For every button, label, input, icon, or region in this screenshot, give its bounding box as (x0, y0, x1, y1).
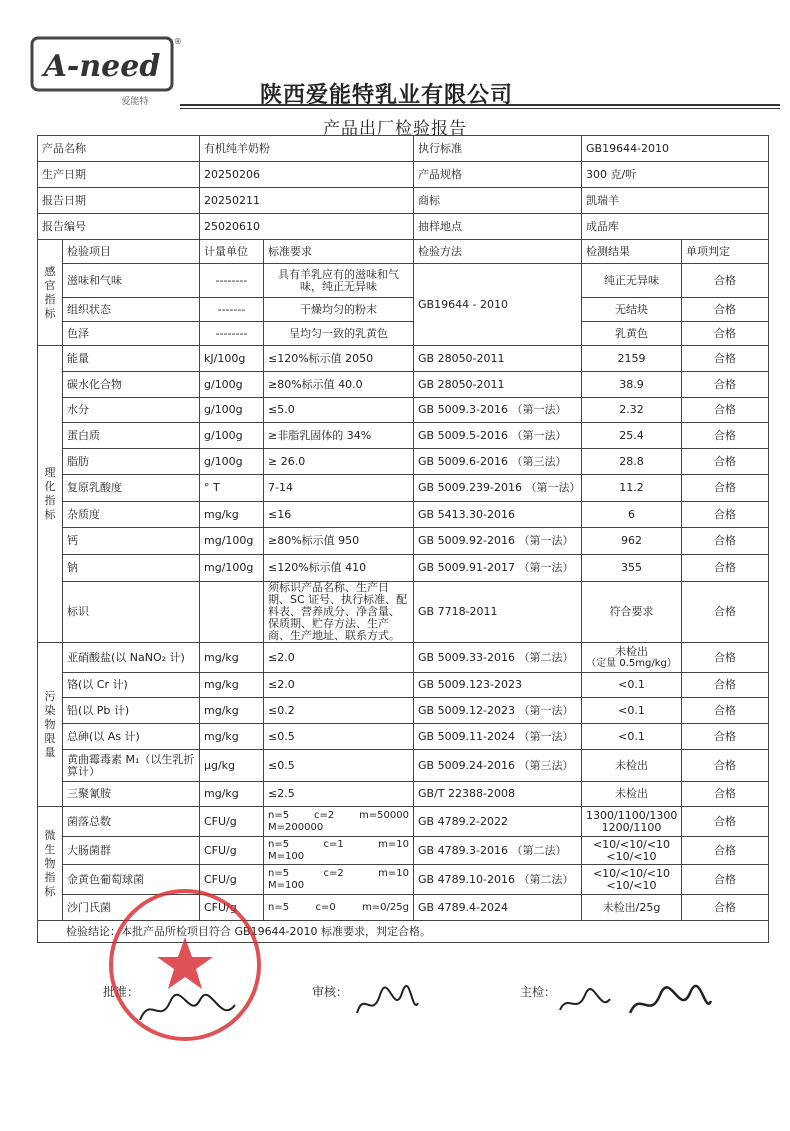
item-method: GB 28050-2011 (414, 346, 582, 372)
item-requirement: 7-14 (264, 475, 414, 502)
table-row (38, 136, 769, 162)
sampling-plan: m=10 (378, 867, 409, 879)
category-sensory (38, 240, 63, 346)
item-requirement: ≤0.2 (264, 698, 414, 724)
table-row (38, 750, 769, 782)
item-judgement: 合格 (682, 322, 769, 346)
item-name: 沙门氏菌 (63, 895, 200, 921)
table-row (38, 582, 769, 643)
item-method: GB 5009.24-2016 （第三法） (414, 750, 582, 782)
result-value-2: 1200/1100 (601, 820, 662, 834)
item-result: 38.9 (582, 372, 682, 398)
item-name: 蛋白质 (63, 423, 200, 449)
item-unit: -------- (200, 322, 264, 346)
sampling-plan: n=5 (268, 809, 290, 821)
item-result: 962 (582, 528, 682, 555)
column-header-result: 检测结果 (582, 240, 682, 264)
result-value: <0.1 (618, 678, 645, 691)
item-unit: kJ/100g (200, 346, 264, 372)
table-row (38, 502, 769, 528)
item-result (582, 724, 682, 750)
sampling-plan: c=1 (323, 838, 344, 850)
inspector-label: 主检： (520, 985, 557, 999)
info-label: 产品规格 (414, 162, 582, 188)
item-method: GB 5413.30-2016 (414, 502, 582, 528)
item-result: 25.4 (582, 423, 682, 449)
item-name: 钠 (63, 555, 200, 582)
inspection-stamp (105, 885, 265, 1045)
item-name: 三聚氰胺 (63, 782, 200, 807)
item-judgement: 合格 (682, 449, 769, 475)
info-value: 有机纯羊奶粉 (200, 136, 414, 162)
result-value: 未检出 (615, 787, 648, 800)
info-value: 20250206 (200, 162, 414, 188)
review-label: 审核： (312, 985, 349, 999)
item-judgement: 合格 (682, 724, 769, 750)
item-unit: g/100g (200, 398, 264, 423)
header-rule (180, 104, 780, 106)
item-method: GB 4789.4-2024 (414, 895, 582, 921)
item-method: GB 5009.6-2016 （第三法） (414, 449, 582, 475)
item-judgement: 合格 (682, 582, 769, 643)
item-judgement: 合格 (682, 895, 769, 921)
item-result: 2159 (582, 346, 682, 372)
item-unit: ------- (200, 298, 264, 322)
item-unit: mg/100g (200, 528, 264, 555)
item-name: 脂肪 (63, 449, 200, 475)
table-row (38, 398, 769, 423)
info-label: 报告编号 (38, 214, 200, 240)
sampling-plan-max: M=100 (268, 850, 305, 862)
item-result: 无结块 (582, 298, 682, 322)
approve-label: 批准： (103, 985, 140, 999)
column-header-req: 标准要求 (264, 240, 414, 264)
item-name: 亚硝酸盐(以 NaNO₂ 计) (63, 643, 200, 673)
item-judgement: 合格 (682, 807, 769, 837)
item-requirement: ≤16 (264, 502, 414, 528)
item-result (582, 865, 682, 895)
info-label: 执行标准 (414, 136, 582, 162)
info-label: 抽样地点 (414, 214, 582, 240)
item-unit: mg/kg (200, 502, 264, 528)
item-unit: mg/kg (200, 698, 264, 724)
company-logo (30, 30, 180, 110)
item-requirement: ≤2.0 (264, 673, 414, 698)
item-result (582, 895, 682, 921)
result-value-2: <10/<10 (606, 878, 657, 892)
item-result (582, 673, 682, 698)
result-value: <10/<10/<10 (592, 837, 671, 851)
item-requirement: ≥ 26.0 (264, 449, 414, 475)
item-method: GB 28050-2011 (414, 372, 582, 398)
sampling-plan: m=50000 (359, 809, 409, 821)
item-result (582, 750, 682, 782)
item-name: 能量 (63, 346, 200, 372)
sampling-plan: c=2 (313, 809, 335, 821)
item-method: GB19644 - 2010 (414, 264, 582, 346)
item-method: GB 5009.12-2023 （第一法） (414, 698, 582, 724)
item-requirement: ≤0.5 (264, 750, 414, 782)
item-result (582, 698, 682, 724)
item-unit: CFU/g (200, 837, 264, 865)
item-name: 杂质度 (63, 502, 200, 528)
item-result: 11.2 (582, 475, 682, 502)
sampling-plan-max: M=200000 (268, 821, 324, 833)
item-unit: mg/kg (200, 643, 264, 673)
column-header-judge: 单项判定 (682, 240, 769, 264)
item-method: GB 7718-2011 (414, 582, 582, 643)
result-value: 1300/1100/1300 (586, 808, 678, 822)
item-unit: ° T (200, 475, 264, 502)
item-requirement: ≥80%标示值 40.0 (264, 372, 414, 398)
item-judgement: 合格 (682, 372, 769, 398)
info-label: 商标 (414, 188, 582, 214)
sampling-plan: c=0 (315, 901, 336, 913)
item-method: GB 5009.11-2024 （第一法） (414, 724, 582, 750)
item-name: 金黄色葡萄球菌 (63, 865, 200, 895)
item-judgement: 合格 (682, 673, 769, 698)
info-value: 20250211 (200, 188, 414, 214)
category-label: 微生物指标 (44, 828, 56, 898)
logo-text: A-need (43, 49, 161, 84)
table-row (38, 782, 769, 807)
result-value: <10/<10/<10 (592, 866, 671, 880)
item-unit: mg/100g (200, 555, 264, 582)
item-unit: -------- (200, 264, 264, 298)
report-title: 产品出厂检验报告 (323, 119, 467, 139)
category-physchem (38, 346, 63, 643)
info-label: 报告日期 (38, 188, 200, 214)
table-row (38, 240, 769, 264)
item-judgement: 合格 (682, 475, 769, 502)
item-judgement: 合格 (682, 837, 769, 865)
table-row (38, 214, 769, 240)
table-row (38, 346, 769, 372)
table-row (38, 528, 769, 555)
item-judgement: 合格 (682, 264, 769, 298)
item-name: 水分 (63, 398, 200, 423)
item-unit: mg/kg (200, 724, 264, 750)
table-row (38, 724, 769, 750)
item-requirement: ≥非脂乳固体的 34% (264, 423, 414, 449)
item-judgement: 合格 (682, 346, 769, 372)
table-row (38, 555, 769, 582)
inspection-table (37, 135, 769, 943)
column-header-unit: 计量单位 (200, 240, 264, 264)
item-result: 纯正无异味 (582, 264, 682, 298)
item-judgement: 合格 (682, 865, 769, 895)
logo-subtext: 爱能特 (121, 97, 149, 107)
item-name: 铬(以 Cr 计) (63, 673, 200, 698)
table-row (38, 698, 769, 724)
info-value: 成品库 (582, 214, 769, 240)
item-unit: g/100g (200, 449, 264, 475)
header-rule-thin (180, 108, 780, 109)
info-label: 产品名称 (38, 136, 200, 162)
table-row (38, 298, 769, 322)
item-method: GB 5009.123-2023 (414, 673, 582, 698)
column-header-item: 检验项目 (63, 240, 200, 264)
item-requirement: ≤120%标示值 410 (264, 555, 414, 582)
item-name: 碳水化合物 (63, 372, 200, 398)
item-requirement: 呈均匀一致的乳黄色 (264, 322, 414, 346)
item-unit (200, 582, 264, 643)
item-requirement: ≤5.0 (264, 398, 414, 423)
result-note: （定量 0.5mg/kg） (586, 657, 677, 669)
item-name: 滋味和气味 (63, 264, 200, 298)
conclusion: 检验结论：本批产品所检项目符合 GB19644-2010 标准要求，判定合格。 (38, 921, 769, 943)
item-requirement (264, 837, 414, 865)
item-method: GB 5009.33-2016 （第二法） (414, 643, 582, 673)
table-row (38, 188, 769, 214)
info-value: 25020610 (200, 214, 414, 240)
sampling-plan: n=5 (268, 901, 290, 913)
item-requirement (264, 895, 414, 921)
item-result: 乳黄色 (582, 322, 682, 346)
item-method: GB 5009.5-2016 （第一法） (414, 423, 582, 449)
category-micro (38, 807, 63, 921)
table-row (38, 372, 769, 398)
item-judgement: 合格 (682, 398, 769, 423)
item-judgement: 合格 (682, 782, 769, 807)
item-name: 复原乳酸度 (63, 475, 200, 502)
item-requirement: 须标识产品名称、生产日期、SC 证号、执行标准、配料表、营养成分、净含量、保质期、贮存方法、生产商、生产地址、联系方式。 (264, 582, 414, 643)
item-judgement: 合格 (682, 528, 769, 555)
item-name: 组织状态 (63, 298, 200, 322)
item-method: GB 5009.92-2016 （第一法） (414, 528, 582, 555)
item-name: 大肠菌群 (63, 837, 200, 865)
item-method: GB 5009.239-2016 （第一法） (414, 475, 582, 502)
item-requirement: ≤0.5 (264, 724, 414, 750)
sampling-plan-max: M=100 (268, 879, 305, 891)
item-unit: g/100g (200, 423, 264, 449)
item-judgement: 合格 (682, 750, 769, 782)
item-requirement (264, 807, 414, 837)
item-judgement: 合格 (682, 555, 769, 582)
table-row (38, 322, 769, 346)
item-result (582, 782, 682, 807)
svg-text:®: ® (174, 37, 182, 46)
item-judgement: 合格 (682, 502, 769, 528)
item-name: 铅(以 Pb 计) (63, 698, 200, 724)
item-result (582, 807, 682, 837)
item-judgement: 合格 (682, 298, 769, 322)
item-unit: g/100g (200, 372, 264, 398)
item-method: GB/T 22388-2008 (414, 782, 582, 807)
item-requirement (264, 865, 414, 895)
table-row (38, 837, 769, 865)
item-unit: CFU/g (200, 807, 264, 837)
item-name: 标识 (63, 582, 200, 643)
result-value: 未检出/25g (602, 900, 661, 914)
reviewer-signature (352, 985, 422, 1025)
table-row (38, 807, 769, 837)
item-requirement: ≤2.5 (264, 782, 414, 807)
sampling-plan: m=0/25g (362, 901, 409, 913)
item-result: 28.8 (582, 449, 682, 475)
item-name: 钙 (63, 528, 200, 555)
sampling-plan: n=5 (268, 838, 290, 850)
category-label: 感官指标 (44, 264, 56, 320)
table-row (38, 475, 769, 502)
item-method: GB 4789.3-2016 （第二法） (414, 837, 582, 865)
item-unit: CFU/g (200, 895, 264, 921)
category-label: 污染物限量 (44, 689, 56, 759)
item-judgement: 合格 (682, 423, 769, 449)
result-value: 未检出 (615, 644, 648, 658)
table-row (38, 449, 769, 475)
sampling-plan: m=10 (378, 838, 409, 850)
table-row (38, 264, 769, 298)
result-value-2: <10/<10 (606, 849, 657, 863)
info-value: 凯瑞羊 (582, 188, 769, 214)
item-result: 2.32 (582, 398, 682, 423)
column-header-method: 检验方法 (414, 240, 582, 264)
item-name: 黄曲霉毒素 M₁（以生乳折算计） (63, 750, 200, 782)
item-requirement: ≤120%标示值 2050 (264, 346, 414, 372)
table-row (38, 162, 769, 188)
item-name: 色泽 (63, 322, 200, 346)
item-method: GB 4789.2-2022 (414, 807, 582, 837)
company-name: 陕西爱能特乳业有限公司 (260, 83, 514, 108)
table-row (38, 643, 769, 673)
item-method: GB 5009.91-2017 （第一法） (414, 555, 582, 582)
category-contaminants (38, 643, 63, 807)
result-value: <0.1 (618, 729, 645, 743)
item-name: 菌落总数 (63, 807, 200, 837)
inspector-signatures (555, 985, 715, 1025)
result-value: <0.1 (618, 703, 645, 717)
item-unit: mg/kg (200, 673, 264, 698)
table-row (38, 423, 769, 449)
item-requirement: ≥80%标示值 950 (264, 528, 414, 555)
item-result: 6 (582, 502, 682, 528)
item-method: GB 4789.10-2016 （第二法） (414, 865, 582, 895)
item-method: GB 5009.3-2016 （第一法） (414, 398, 582, 423)
table-row (38, 673, 769, 698)
item-judgement: 合格 (682, 698, 769, 724)
sampling-plan: n=5 (268, 867, 290, 879)
item-unit: μg/kg (200, 750, 264, 782)
sampling-plan: c=2 (323, 867, 344, 879)
item-unit: mg/kg (200, 782, 264, 807)
item-requirement: ≤2.0 (264, 643, 414, 673)
item-result (582, 643, 682, 673)
item-requirement: 干燥均匀的粉末 (264, 298, 414, 322)
info-value: 300 克/听 (582, 162, 769, 188)
item-unit: CFU/g (200, 865, 264, 895)
item-result (582, 837, 682, 865)
result-value: 未检出 (615, 758, 648, 772)
info-value: GB19644-2010 (582, 136, 769, 162)
item-result: 符合要求 (582, 582, 682, 643)
item-name: 总砷(以 As 计) (63, 724, 200, 750)
item-result: 355 (582, 555, 682, 582)
info-label: 生产日期 (38, 162, 200, 188)
item-requirement: 具有羊乳应有的滋味和气味，纯正无异味 (264, 264, 414, 298)
item-judgement: 合格 (682, 643, 769, 673)
category-label: 理化指标 (44, 466, 56, 521)
